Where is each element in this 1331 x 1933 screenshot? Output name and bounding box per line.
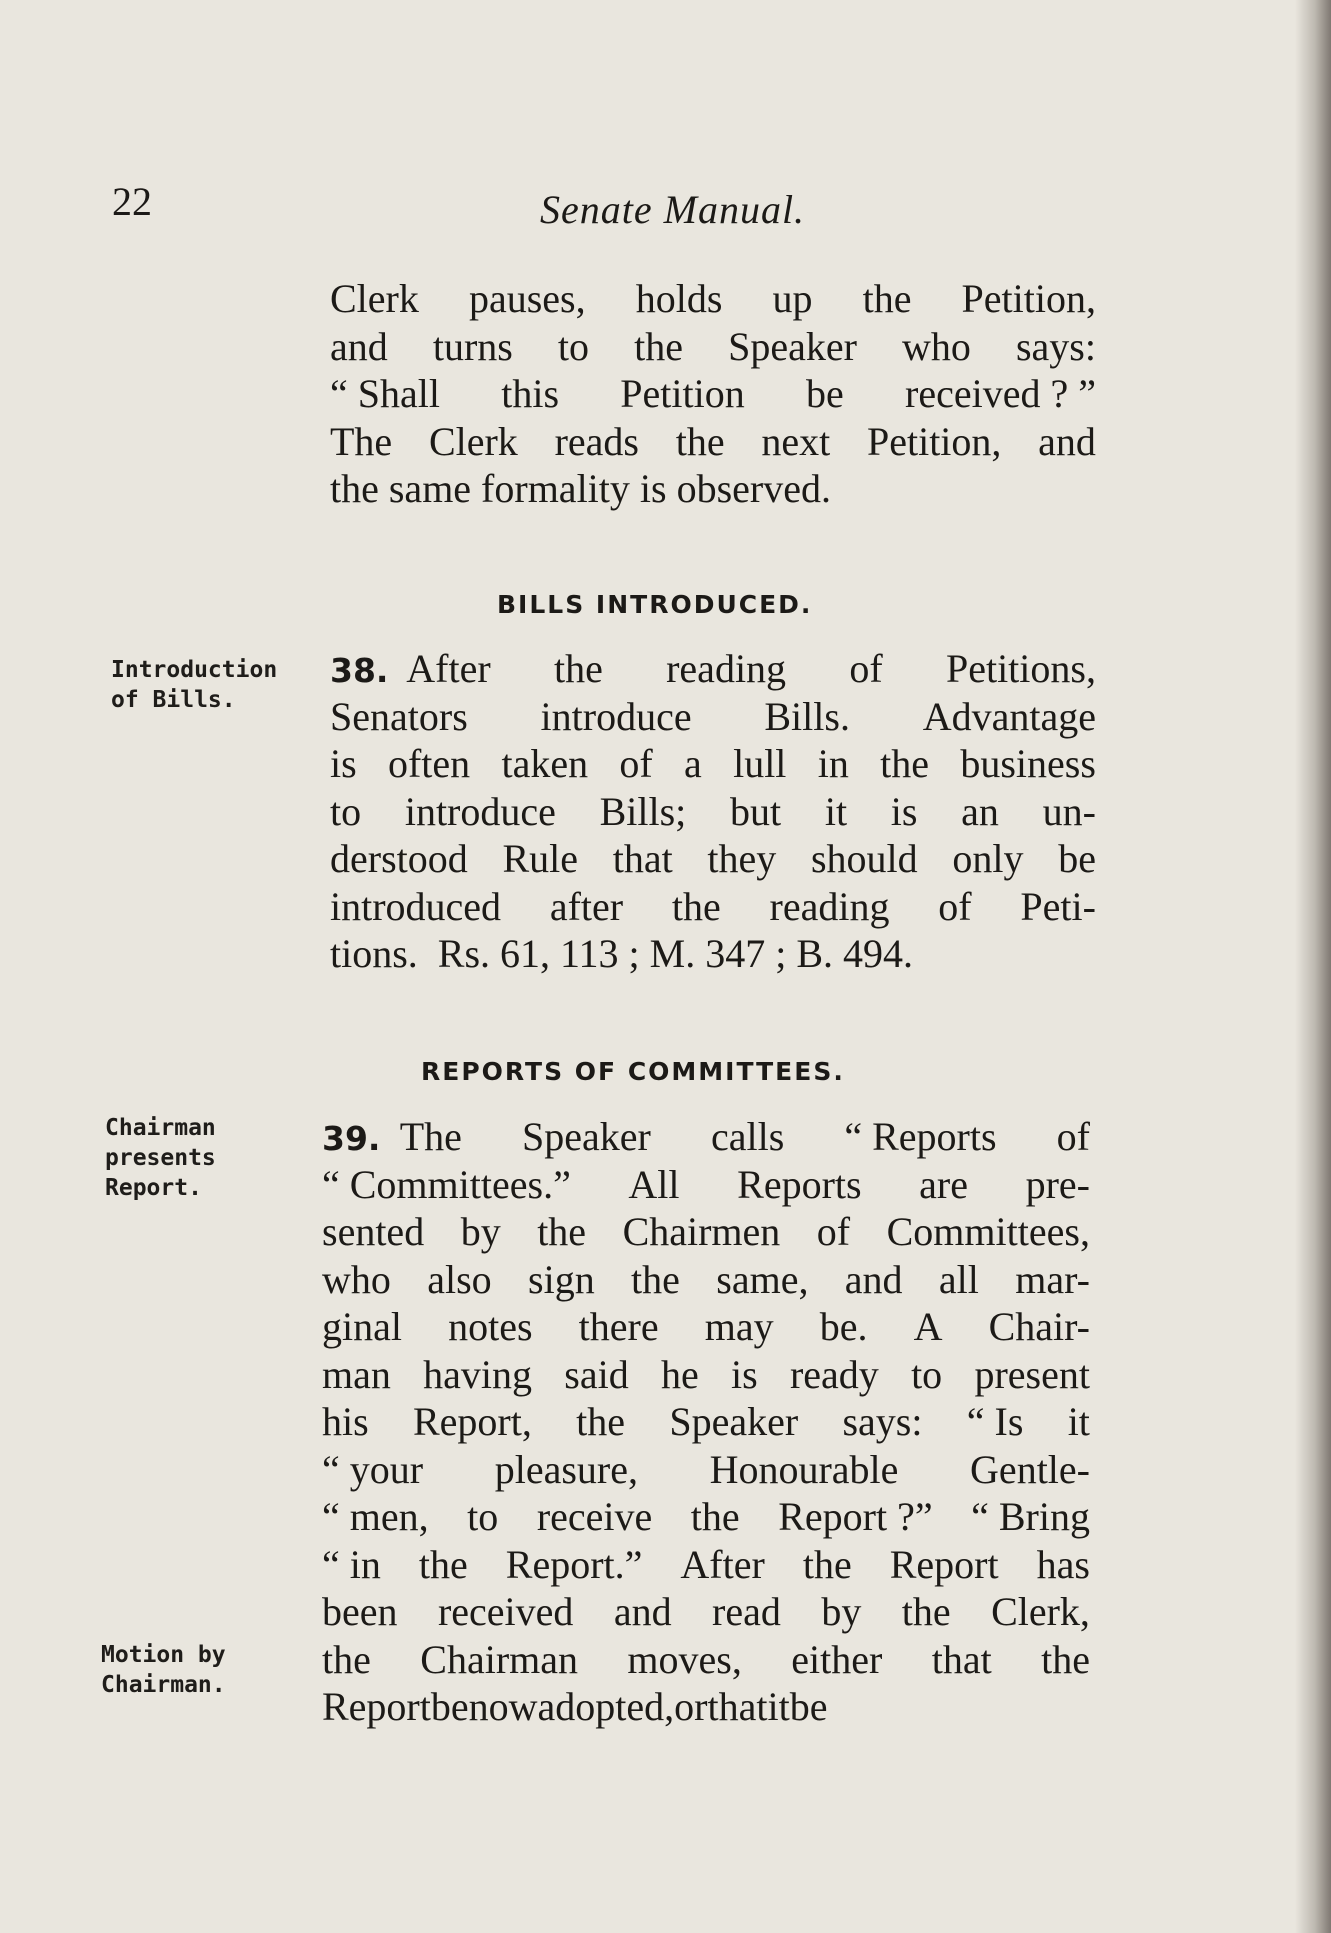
- word: reads: [554, 418, 639, 464]
- word: Rule: [502, 836, 579, 881]
- word: the same formality is observed.: [330, 466, 831, 511]
- word: receive: [536, 1494, 653, 1539]
- word: the: [802, 1541, 852, 1587]
- word: Senators: [330, 693, 468, 739]
- word: sented: [322, 1209, 425, 1254]
- word: an: [961, 788, 999, 834]
- word: now: [468, 1684, 538, 1729]
- word: “ men,: [322, 1494, 429, 1539]
- word: ginal: [322, 1304, 402, 1349]
- word: that: [931, 1636, 992, 1682]
- word: received: [437, 1589, 574, 1634]
- word: Reports: [737, 1161, 862, 1207]
- word: Report: [889, 1541, 999, 1587]
- word: Report.”: [505, 1541, 643, 1587]
- word: taken: [501, 741, 589, 786]
- word: of: [619, 741, 653, 786]
- word: introduce: [540, 693, 692, 739]
- text-line: [322, 1351, 1090, 1399]
- running-title: Senate Manual.: [540, 187, 806, 232]
- word: same,: [716, 1256, 809, 1302]
- word: “ in: [322, 1541, 381, 1587]
- text-line: [330, 883, 1096, 931]
- text-line: [330, 835, 1096, 883]
- word: and: [1038, 418, 1096, 464]
- word: pre-: [1025, 1161, 1090, 1207]
- word: the: [690, 1494, 740, 1539]
- text-line: [330, 275, 1096, 323]
- word: Gentle-: [970, 1446, 1090, 1492]
- word: tions. Rs. 61, 113 ; M. 347 ; B. 494.: [330, 931, 914, 976]
- word: Clerk: [428, 418, 518, 464]
- word: by: [460, 1209, 501, 1254]
- word: may: [704, 1304, 774, 1349]
- text-line: [322, 1256, 1090, 1304]
- word: the: [880, 741, 930, 786]
- word: be: [430, 1684, 469, 1729]
- word: is: [731, 1351, 758, 1397]
- word: they: [707, 836, 777, 881]
- word: the: [631, 1256, 680, 1302]
- word: is: [330, 741, 357, 786]
- word: sign: [528, 1256, 595, 1302]
- text-line: [322, 1303, 1090, 1351]
- text-line: [330, 693, 1096, 741]
- word: “ Is: [966, 1399, 1024, 1444]
- word: that: [707, 1684, 768, 1729]
- word: pauses,: [468, 276, 586, 321]
- word: Speaker: [522, 1114, 651, 1159]
- word: Clerk,: [991, 1589, 1090, 1634]
- word: received ? ”: [905, 371, 1096, 416]
- word: Chairmen: [622, 1209, 781, 1254]
- word: “ your: [322, 1446, 424, 1492]
- word: of: [849, 646, 883, 691]
- text-line: [330, 645, 1096, 693]
- sidenote-introduction-of-bills: Introduction of Bills.: [111, 657, 278, 713]
- word: the: [537, 1209, 587, 1254]
- word: after: [549, 883, 624, 929]
- sidenote-chairman-presents-report: Chairman presents Report.: [105, 1115, 216, 1201]
- text-line: [330, 740, 1096, 788]
- text-line: [330, 930, 1096, 978]
- word: reading: [666, 646, 787, 691]
- word: having: [423, 1351, 533, 1397]
- section-number: 39.: [322, 1119, 381, 1158]
- text-line: [330, 788, 1096, 836]
- word: to: [557, 323, 590, 369]
- word: “ Shall: [330, 371, 440, 416]
- word: the: [675, 418, 725, 464]
- text-line: [322, 1446, 1090, 1494]
- section-number: 38.: [330, 651, 389, 690]
- word: says:: [1015, 323, 1096, 369]
- text-line: [322, 1161, 1090, 1209]
- text-line: [322, 1683, 1090, 1731]
- text-line: [330, 323, 1096, 371]
- word: Honourable: [709, 1446, 899, 1492]
- word: Petitions,: [945, 646, 1096, 691]
- word: are: [919, 1161, 968, 1207]
- word: Report: [322, 1684, 431, 1729]
- word: Bills.: [764, 693, 850, 739]
- word: it: [1067, 1399, 1090, 1444]
- word: in: [817, 741, 849, 786]
- word: and: [330, 323, 388, 369]
- text-line: [330, 370, 1096, 418]
- text-line: [322, 1636, 1090, 1684]
- word: moves,: [627, 1636, 742, 1682]
- word: holds: [635, 276, 723, 321]
- word: ready: [789, 1351, 879, 1397]
- word: who: [901, 323, 971, 369]
- word: who: [322, 1256, 391, 1302]
- binding-gutter-shadow: [1295, 0, 1331, 1933]
- word: Peti-: [1020, 883, 1096, 929]
- word: by: [821, 1589, 862, 1634]
- word: Chairman: [420, 1636, 579, 1682]
- text-line: [322, 1113, 1090, 1161]
- word: that: [612, 836, 673, 881]
- word: The: [399, 1114, 462, 1159]
- word: After: [406, 646, 491, 691]
- word: the: [634, 323, 683, 369]
- word: is: [890, 788, 918, 834]
- word: After: [680, 1541, 765, 1587]
- word: should: [810, 836, 918, 881]
- word: or: [674, 1684, 708, 1729]
- word: up: [772, 276, 813, 321]
- word: lull: [733, 741, 787, 786]
- word: of: [816, 1209, 851, 1254]
- word: A: [913, 1304, 943, 1349]
- word: the: [322, 1636, 371, 1682]
- word: mar-: [1015, 1256, 1090, 1302]
- page-number: 22: [112, 179, 152, 224]
- word: man: [322, 1351, 391, 1397]
- word: the: [576, 1399, 626, 1444]
- text-line: [322, 1398, 1090, 1446]
- word: also: [427, 1256, 492, 1302]
- word: notes: [448, 1304, 533, 1349]
- word: Petition: [620, 371, 745, 416]
- word: All: [628, 1161, 680, 1207]
- word: there: [578, 1304, 659, 1349]
- word: to: [330, 788, 362, 834]
- word: and: [613, 1589, 672, 1634]
- word: Petition,: [961, 276, 1096, 321]
- word: often: [387, 741, 471, 786]
- text-line: [330, 465, 1096, 513]
- word: Clerk: [330, 276, 419, 321]
- intro-paragraph: [330, 275, 1096, 513]
- word: the: [553, 646, 603, 691]
- word: pleasure,: [494, 1446, 638, 1492]
- word: the: [418, 1541, 468, 1587]
- word: be: [789, 1684, 828, 1729]
- word: Chair-: [988, 1304, 1090, 1349]
- word: calls: [710, 1114, 785, 1159]
- word: the: [901, 1589, 951, 1634]
- word: read: [712, 1589, 781, 1634]
- word: Report ?”: [778, 1494, 933, 1539]
- word: Bills;: [599, 788, 687, 834]
- word: says:: [842, 1399, 923, 1444]
- word: to: [467, 1494, 499, 1539]
- word: Speaker: [669, 1399, 799, 1444]
- word: a: [684, 741, 702, 786]
- word: next: [761, 418, 831, 464]
- text-line: [330, 418, 1096, 466]
- word: Committees,: [886, 1209, 1090, 1254]
- word: been: [322, 1589, 398, 1634]
- word: all: [938, 1256, 979, 1302]
- word: and: [844, 1256, 903, 1302]
- word: be: [805, 371, 844, 416]
- word: this: [501, 371, 560, 416]
- word: adopted,: [537, 1684, 675, 1729]
- section-39-paragraph: [322, 1113, 1090, 1731]
- word: he: [660, 1351, 699, 1397]
- word: be: [1058, 836, 1096, 881]
- word: it: [824, 788, 848, 834]
- text-line: [322, 1541, 1090, 1589]
- word: introduced: [330, 883, 502, 929]
- word: introduce: [404, 788, 556, 834]
- heading-bills-introduced: BILLS INTRODUCED.: [497, 590, 813, 619]
- word: present: [974, 1351, 1090, 1397]
- text-line: [322, 1588, 1090, 1636]
- word: either: [791, 1636, 883, 1682]
- word: “ Reports: [844, 1114, 997, 1159]
- word: the: [1041, 1636, 1090, 1682]
- word: turns: [432, 323, 513, 369]
- word: Advantage: [922, 693, 1096, 739]
- sidenote-motion-by-chairman: Motion by Chairman.: [101, 1642, 226, 1698]
- word: of: [1056, 1114, 1090, 1159]
- word: the: [671, 883, 721, 929]
- text-line: [322, 1493, 1090, 1541]
- word: his: [322, 1399, 369, 1444]
- word: it: [767, 1684, 790, 1729]
- word: un-: [1042, 788, 1096, 834]
- section-38-paragraph: [330, 645, 1096, 978]
- word: reading: [769, 883, 890, 929]
- word: but: [730, 788, 782, 834]
- word: business: [960, 741, 1096, 786]
- text-line: [322, 1208, 1090, 1256]
- word: to: [911, 1351, 943, 1397]
- word: has: [1036, 1541, 1090, 1587]
- word: be.: [819, 1304, 868, 1349]
- word: said: [564, 1351, 629, 1397]
- word: of: [938, 883, 972, 929]
- word: derstood: [330, 836, 468, 881]
- word: The: [330, 418, 393, 464]
- word: Petition,: [866, 418, 1002, 464]
- word: “ Bring: [971, 1494, 1090, 1539]
- word: Speaker: [728, 323, 857, 369]
- word: Report,: [412, 1399, 532, 1444]
- word: only: [952, 836, 1024, 881]
- heading-reports-of-committees: REPORTS OF COMMITTEES.: [421, 1057, 845, 1086]
- word: “ Committees.”: [322, 1161, 571, 1207]
- word: the: [862, 276, 912, 321]
